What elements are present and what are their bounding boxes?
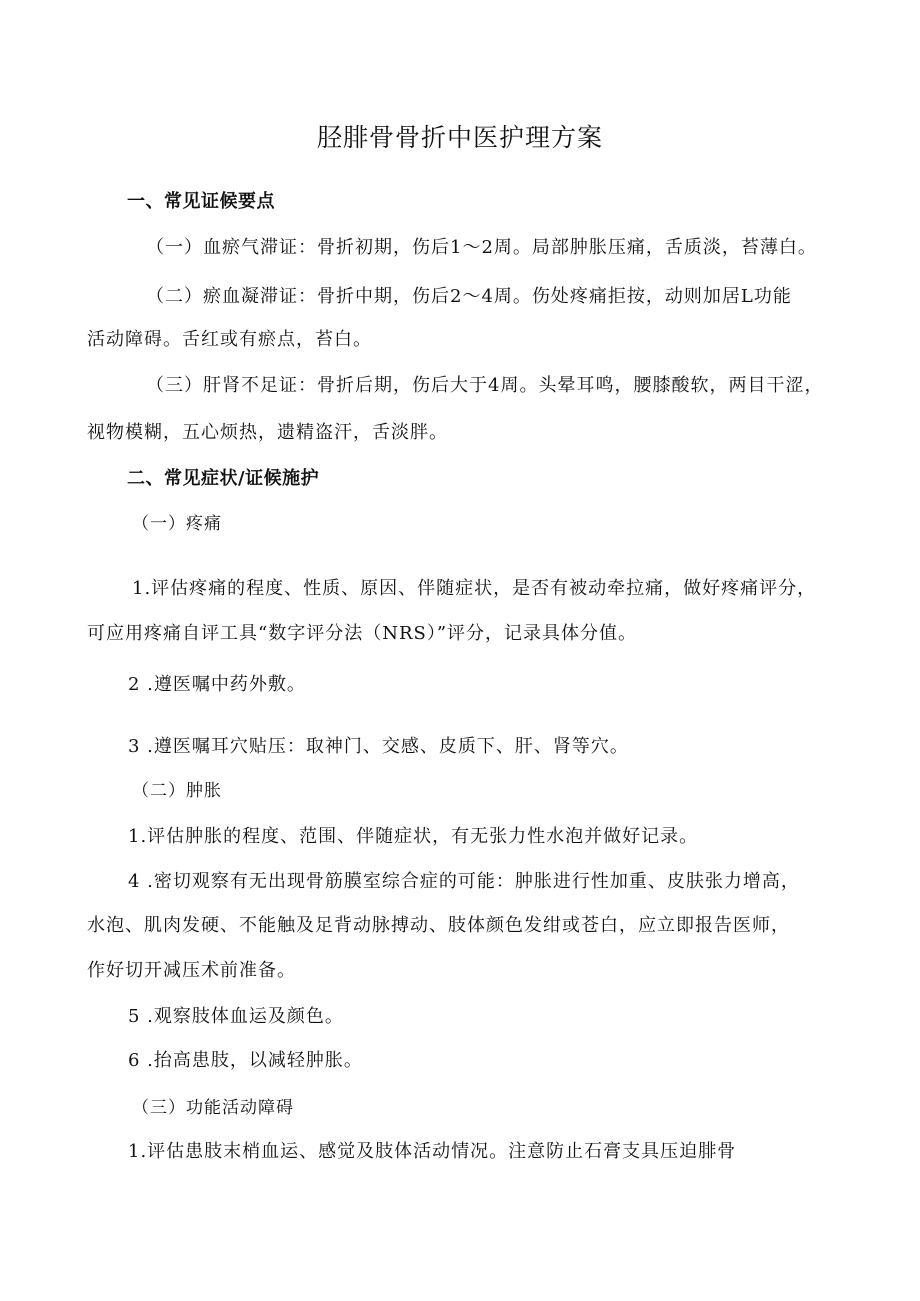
subheading-swelling: （二）肿胀 <box>132 781 222 801</box>
paragraph-swelling-observe-line3: 作好切开减压术前准备。 <box>87 960 296 981</box>
subheading-pain: （一）疼痛 <box>132 514 222 534</box>
paragraph-pain-assess-line1: 1.评估疼痛的程度、性质、原因、伴随症状，是否有被动牵拉痛，做好疼痛评分， <box>132 578 817 599</box>
document-title: 胫腓骨骨折中医护理方案 <box>316 123 603 152</box>
section-heading-nursing: 二、常见症状/证候施护 <box>127 468 320 489</box>
paragraph-swelling-assess: 1.评估肿胀的程度、范围、伴随症状，有无张力性水泡并做好记录。 <box>128 826 699 847</box>
paragraph-blood-stasis: （一）血瘀气滞证：骨折初期，伤后1～2周。局部肿胀压痛，舌质淡，苔薄白。 <box>146 237 817 258</box>
paragraph-stagnation-line1: （二）瘀血凝滞证：骨折中期，伤后2～4周。伤处疼痛拒按，动则加居L功能 <box>146 286 792 307</box>
paragraph-swelling-elevate: 6 .抬高患肢，以减轻肿胀。 <box>128 1050 363 1071</box>
paragraph-pain-herbal: 2 .遵医嘱中药外敷。 <box>128 674 306 695</box>
subheading-function: （三）功能活动障碍 <box>132 1098 294 1118</box>
paragraph-swelling-observe-line2: 水泡、肌肉发硬、不能触及足背动脉搏动、肢体颜色发绀或苍白，应立即报告医师， <box>87 915 790 936</box>
paragraph-liver-kidney-line1: （三）肝肾不足证：骨折后期，伤后大于4周。头晕耳鸣，腰膝酸软，两目干涩， <box>146 375 824 396</box>
paragraph-swelling-circulation: 5 .观察肢体血运及颜色。 <box>128 1006 344 1027</box>
paragraph-liver-kidney-line2: 视物模糊，五心烦热，遗精盗汗，舌淡胖。 <box>87 422 448 443</box>
section-heading-syndrome-points: 一、常见证候要点 <box>127 191 275 212</box>
paragraph-stagnation-line2: 活动障碍。舌红或有瘀点，苔白。 <box>87 329 372 350</box>
paragraph-function-assess: 1.评估患肢末梢血运、感觉及肢体活动情况。注意防止石膏支具压迫腓骨 <box>128 1141 737 1162</box>
paragraph-pain-assess-line2: 可应用疼痛自评工具“数字评分法（NRS）”评分，记录具体分值。 <box>87 623 638 644</box>
paragraph-pain-ear-points: 3 .遵医嘱耳穴贴压：取神门、交感、皮质下、肝、肾等穴。 <box>128 736 629 757</box>
paragraph-swelling-observe-line1: 4 .密切观察有无出现骨筋膜室综合症的可能：肿胀进行性加重、皮肤张力增高， <box>128 871 800 892</box>
